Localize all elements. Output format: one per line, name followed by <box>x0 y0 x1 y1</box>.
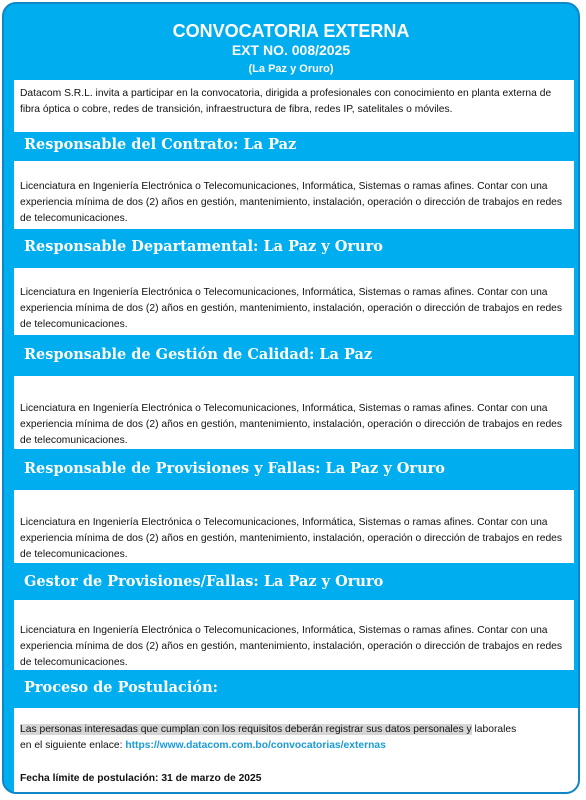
intro-box <box>14 80 574 132</box>
position-title-2: Responsable Departamental: La Paz y Oruro <box>24 238 383 255</box>
process-title: Proceso de Postulación: <box>24 679 218 696</box>
position-description-box-4 <box>14 490 574 563</box>
application-deadline: Fecha límite de postulación: 31 de marzo de 2025 <box>20 773 262 784</box>
page-title: CONVOCATORIA EXTERNA <box>172 21 410 41</box>
location-label: (La Paz y Oruro) <box>248 63 334 75</box>
position-description-box-3 <box>14 376 574 449</box>
process-text-rest: laborales <box>471 724 517 735</box>
position-title-4: Responsable de Provisiones y Fallas: La Paz y Oruro <box>24 460 445 477</box>
position-description-5: Licenciatura en Ingeniería Electrónica o Telecomunicaciones, Informática, Sistemas o ramas afines. Contar con una experiencia mínima de dos (2) años en gestión, mantenimiento, instalación, operación o dirección de trabajos en redes de telecomunicaciones. <box>20 625 563 668</box>
position-description-1: Licenciatura en Ingeniería Electrónica o Telecomunicaciones, Informática, Sistemas o ramas afines. Contar con una experiencia mínima de dos (2) años en gestión, mantenimiento, instalación, operación o dirección de trabajos en redes de telecomunicaciones. <box>20 181 563 224</box>
position-description-2: Licenciatura en Ingeniería Electrónica o Telecomunicaciones, Informática, Sistemas o ramas afines. Contar con una experiencia mínima de dos (2) años en gestión, mantenimiento, instalación, operación o dirección de trabajos en redes de telecomunicaciones. <box>20 287 563 330</box>
process-text-line-2 <box>20 738 386 754</box>
position-title-3: Responsable de Gestión de Calidad: La Paz <box>24 346 373 363</box>
position-description-4: Licenciatura en Ingeniería Electrónica o Telecomunicaciones, Informática, Sistemas o ramas afines. Contar con una experiencia mínima de dos (2) años en gestión, mantenimiento, instalación, operación o dirección de trabajos en redes de telecomunicaciones. <box>20 517 563 560</box>
process-link-prefix: en el siguiente enlace: <box>20 740 126 751</box>
position-title-5: Gestor de Provisiones/Fallas: La Paz y Oruro <box>24 573 384 590</box>
intro-text: Datacom S.R.L. invita a participar en la convocatoria, dirigida a profesionales con conocimiento en planta externa de fibra óptica o cobre, redes de transición, infraestructura de fibra, redes IP, satelitales o móviles. <box>20 88 552 115</box>
process-text-line-1 <box>20 722 516 738</box>
application-link[interactable]: https://www.datacom.com.bo/convocatorias/externas <box>125 740 386 751</box>
header <box>4 4 578 80</box>
position-description-3: Licenciatura en Ingeniería Electrónica o Telecomunicaciones, Informática, Sistemas o ramas afines. Contar con una experiencia mínima de dos (2) años en gestión, mantenimiento, instalación, operación o dirección de trabajos en redes de telecomunicaciones. <box>20 403 563 446</box>
position-title-1: Responsable del Contrato: La Paz <box>24 136 297 153</box>
reference-number: EXT NO. 008/2025 <box>231 42 351 58</box>
position-description-box-5 <box>14 600 574 670</box>
process-text-highlighted: Las personas interesadas que cumplan con los requisitos deberán registrar sus datos personales y <box>20 724 472 735</box>
position-description-box-1 <box>14 161 574 229</box>
position-description-box-2 <box>14 268 574 335</box>
announcement-card <box>2 2 580 794</box>
process-box <box>14 708 578 792</box>
